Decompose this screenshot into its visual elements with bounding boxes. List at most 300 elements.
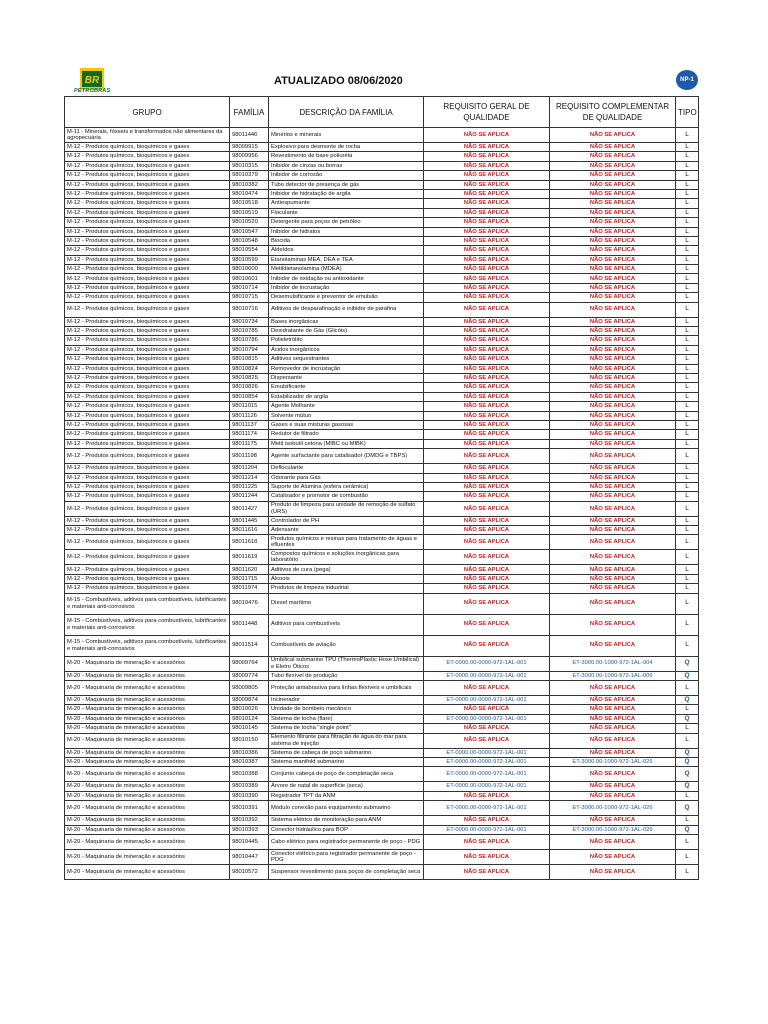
grupo-cell: M-12 - Produtos químicos, bioquímicos e gases [65,283,230,292]
familia-cell: 98011204 [230,464,269,473]
tipo-cell: L [676,574,699,583]
descricao-cell: Detergente para poços de petróleo [269,218,424,227]
grupo-cell: M-12 - Produtos químicos, bioquímicos e gases [65,255,230,264]
requisito-complementar-cell: ET-3000.00-1000-972-1AL-004 [550,656,676,671]
requisito-geral-cell: ET-0000.00-0000-972-1AL-001 [424,714,550,723]
table-row [65,565,699,574]
table-row [65,825,699,834]
requisito-geral-cell: NÃO SE APLICA [424,584,550,593]
familia-cell: 98010815 [230,355,269,364]
requisito-geral-cell: NÃO SE APLICA [424,274,550,283]
grupo-cell: M-20 - Maquinaria de mineração e acessórios [65,791,230,800]
table-row [65,801,699,816]
tipo-cell: L [676,152,699,161]
requisito-complementar-cell: NÃO SE APLICA [550,535,676,550]
requisito-geral-cell: ET-0000.00-0000-972-1AL-001 [424,767,550,782]
requisito-geral-cell: NÃO SE APLICA [424,373,550,382]
familia-cell: 98010476 [230,593,269,614]
requisito-geral-cell: NÃO SE APLICA [424,791,550,800]
requisito-complementar-cell: NÃO SE APLICA [550,383,676,392]
descricao-cell: Removedor de incrustação [269,364,424,373]
table-row [65,189,699,198]
descricao-cell: Umbilical submarino TPU (ThermoPlastic Hose Umbilical) e Eletro Óticos [269,656,424,671]
table-row [65,516,699,525]
descricao-cell: Metildietanolamina (MDEA) [269,265,424,274]
requisito-complementar-cell: NÃO SE APLICA [550,733,676,748]
requisito-geral-cell: NÃO SE APLICA [424,816,550,825]
grupo-cell: M-20 - Maquinaria de mineração e acessórios [65,714,230,723]
descricao-cell: Sistema manifold submarino [269,757,424,766]
descricao-cell: Metil isobutil cetona (MIBC ou MIBK) [269,439,424,448]
familia-cell: 98009774 [230,671,269,680]
tipo-cell: L [676,180,699,189]
col-descricao: DESCRIÇÃO DA FAMÍLIA [269,97,424,128]
familia-cell: 98010445 [230,834,269,849]
descricao-cell: Antiespumante [269,199,424,208]
descricao-cell: Inibidor de oxidação ou antioxidante [269,274,424,283]
requisito-complementar-cell: NÃO SE APLICA [550,255,676,264]
requisito-complementar-cell: NÃO SE APLICA [550,373,676,382]
table-row [65,392,699,401]
requisito-geral-cell: NÃO SE APLICA [424,355,550,364]
tipo-cell: Q [676,767,699,782]
table-row [65,492,699,501]
familia-cell: 98011214 [230,473,269,482]
descricao-cell: Sistema elétrico de monitoração para ANM [269,816,424,825]
table-body [65,128,699,880]
requisito-complementar-cell: NÃO SE APLICA [550,171,676,180]
tipo-cell: L [676,283,699,292]
requisito-complementar-cell: ET-3000.00-1000-972-1AL-026 [550,801,676,816]
requisito-geral-cell: NÃO SE APLICA [424,411,550,420]
requisito-geral-cell: NÃO SE APLICA [424,327,550,336]
descricao-cell: Redutor de filtrado [269,430,424,439]
requisito-geral-cell: ET-0000.00-0000-972-1AL-001 [424,671,550,680]
grupo-cell: M-12 - Produtos químicos, bioquímicos e gases [65,152,230,161]
table-row [65,317,699,326]
familia-cell: 98010390 [230,791,269,800]
descricao-cell: Aditivos de cura (pega) [269,565,424,574]
grupo-cell: M-20 - Maquinaria de mineração e acessórios [65,671,230,680]
grupo-cell: M-12 - Produtos químicos, bioquímicos e gases [65,449,230,464]
familia-cell: 98011448 [230,614,269,635]
requisito-complementar-cell: NÃO SE APLICA [550,345,676,354]
grupo-cell: M-12 - Produtos químicos, bioquímicos e gases [65,189,230,198]
tipo-cell: L [676,705,699,714]
descricao-cell: Diesel marítimo [269,593,424,614]
tipo-cell: L [676,227,699,236]
grupo-cell: M-12 - Produtos químicos, bioquímicos e gases [65,274,230,283]
tipo-cell: L [676,526,699,535]
tipo-cell: L [676,317,699,326]
familia-cell: 98010734 [230,317,269,326]
familia-cell: 98011175 [230,439,269,448]
familia-cell: 98011244 [230,492,269,501]
familia-cell: 98009764 [230,656,269,671]
requisito-complementar-cell: NÃO SE APLICA [550,189,676,198]
requisito-geral-cell: NÃO SE APLICA [424,439,550,448]
descricao-cell: Solvente mútuo [269,411,424,420]
tipo-cell: L [676,327,699,336]
tipo-cell: Q [676,801,699,816]
descricao-cell: Tubo detector de presença de gás [269,180,424,189]
table-row [65,246,699,255]
requisito-geral-cell: NÃO SE APLICA [424,420,550,429]
table-row [65,482,699,491]
requisito-complementar-cell: NÃO SE APLICA [550,439,676,448]
grupo-cell: M-12 - Produtos químicos, bioquímicos e gases [65,535,230,550]
logo-mark: BR [84,75,100,86]
table-row [65,584,699,593]
descricao-cell: Inibidor de hidratação de argila [269,189,424,198]
familia-cell: 98009874 [230,696,269,705]
table-row [65,748,699,757]
tipo-cell: L [676,482,699,491]
table-row [65,171,699,180]
descricao-cell: Produtos químicos e resinas para tratamento de águas e efluentes [269,535,424,550]
requisito-geral-cell: NÃO SE APLICA [424,255,550,264]
requisito-geral-cell: NÃO SE APLICA [424,473,550,482]
requisito-geral-cell: NÃO SE APLICA [424,392,550,401]
familia-cell: 98010387 [230,757,269,766]
col-familia: FAMÍLIA [230,97,269,128]
tipo-cell: L [676,516,699,525]
table-row [65,501,699,516]
descricao-cell: Suporte de Alumina (esfera cerâmica) [269,482,424,491]
np-badge: NP-1 [676,70,698,90]
tipo-cell: L [676,724,699,733]
descricao-cell: Sistema de cabeça de poço submarino [269,748,424,757]
grupo-cell: M-12 - Produtos químicos, bioquímicos e gases [65,550,230,565]
table-row [65,574,699,583]
descricao-cell: Desemulsificante e preventor de emulsão [269,293,424,302]
table-row [65,733,699,748]
tipo-cell: L [676,161,699,170]
descricao-cell: Bases inorgânicas [269,317,424,326]
requisito-complementar-cell: NÃO SE APLICA [550,724,676,733]
grupo-cell: M-12 - Produtos químicos, bioquímicos e gases [65,574,230,583]
familia-cell: 98010854 [230,392,269,401]
descricao-cell: Árvore de natal de superfície (seca) [269,782,424,791]
table-header-row [65,97,699,128]
familia-cell: 98010554 [230,246,269,255]
tipo-cell: L [676,246,699,255]
requisito-complementar-cell: NÃO SE APLICA [550,834,676,849]
grupo-cell: M-12 - Produtos químicos, bioquímicos e gases [65,227,230,236]
grupo-cell: M-20 - Maquinaria de mineração e acessórios [65,816,230,825]
tipo-cell: L [676,383,699,392]
familia-cell: 98010474 [230,189,269,198]
table-row [65,816,699,825]
table-row [65,614,699,635]
grupo-cell: M-12 - Produtos químicos, bioquímicos e gases [65,265,230,274]
table-row [65,218,699,227]
descricao-cell: Compostos químicos e soluções inorgânicas para laboratório [269,550,424,565]
tipo-cell: Q [676,671,699,680]
descricao-cell: Produtos de limpeza industrial [269,584,424,593]
descricao-cell: Gases e suas misturas gasosas [269,420,424,429]
col-requisito-geral: REQUISITO GERAL DE QUALIDADE [424,97,550,128]
requisito-geral-cell: NÃO SE APLICA [424,482,550,491]
requisito-geral-cell: NÃO SE APLICA [424,171,550,180]
grupo-cell: M-12 - Produtos químicos, bioquímicos e gases [65,482,230,491]
familia-cell: 98010388 [230,767,269,782]
requisito-complementar-cell: NÃO SE APLICA [550,482,676,491]
tipo-cell: L [676,302,699,317]
descricao-cell: Inibidor de incrustação [269,283,424,292]
requisito-geral-cell: NÃO SE APLICA [424,501,550,516]
grupo-cell: M-20 - Maquinaria de mineração e acessórios [65,834,230,849]
familia-cell: 98011715 [230,574,269,583]
descricao-cell: Conjunto cabeça de poço de completação seca [269,767,424,782]
requisito-complementar-cell: NÃO SE APLICA [550,705,676,714]
table-row [65,473,699,482]
requisito-complementar-cell: ET-3000.00-1000-972-1AL-026 [550,757,676,766]
table-row [65,430,699,439]
table-row [65,283,699,292]
table-row [65,293,699,302]
requisito-geral-cell: NÃO SE APLICA [424,733,550,748]
grupo-cell: M-12 - Produtos químicos, bioquímicos e gases [65,180,230,189]
requisito-complementar-cell: NÃO SE APLICA [550,293,676,302]
grupo-cell: M-12 - Produtos químicos, bioquímicos e gases [65,584,230,593]
familia-cell: 98010601 [230,274,269,283]
requisito-complementar-cell: NÃO SE APLICA [550,430,676,439]
descricao-cell: Inibidor de hidratos [269,227,424,236]
requisito-complementar-cell: NÃO SE APLICA [550,681,676,696]
descricao-cell: Adensante [269,526,424,535]
grupo-cell: M-12 - Produtos químicos, bioquímicos e gases [65,526,230,535]
families-table [64,96,699,880]
table-row [65,355,699,364]
table-row [65,449,699,464]
requisito-geral-cell: NÃO SE APLICA [424,724,550,733]
tipo-cell: L [676,218,699,227]
tipo-cell: L [676,791,699,800]
grupo-cell: M-12 - Produtos químicos, bioquímicos e gases [65,516,230,525]
requisito-geral-cell: NÃO SE APLICA [424,317,550,326]
descricao-cell: Módulo conexão para equipamento submarino [269,801,424,816]
requisito-geral-cell: NÃO SE APLICA [424,152,550,161]
requisito-complementar-cell: NÃO SE APLICA [550,584,676,593]
grupo-cell: M-12 - Produtos químicos, bioquímicos e gases [65,392,230,401]
requisito-complementar-cell: NÃO SE APLICA [550,574,676,583]
table-row [65,161,699,170]
grupo-cell: M-20 - Maquinaria de mineração e acessórios [65,656,230,671]
grupo-cell: M-12 - Produtos químicos, bioquímicos e gases [65,161,230,170]
requisito-geral-cell: NÃO SE APLICA [424,864,550,879]
grupo-cell: M-12 - Produtos químicos, bioquímicos e gases [65,218,230,227]
tipo-cell: L [676,355,699,364]
grupo-cell: M-12 - Produtos químicos, bioquímicos e gases [65,355,230,364]
table-row [65,302,699,317]
requisito-complementar-cell: NÃO SE APLICA [550,302,676,317]
descricao-cell: Polieletrólito [269,336,424,345]
descricao-cell: Incinerador [269,696,424,705]
tipo-cell: L [676,535,699,550]
familia-cell: 98011198 [230,449,269,464]
grupo-cell: M-20 - Maquinaria de mineração e acessórios [65,782,230,791]
descricao-cell: Inibidor de corrosão [269,171,424,180]
requisito-complementar-cell: NÃO SE APLICA [550,283,676,292]
table-row [65,681,699,696]
descricao-cell: Unidade de bombeio mecânico [269,705,424,714]
table-row [65,550,699,565]
familia-cell: 98010124 [230,714,269,723]
descricao-cell: Sistema de tocha (flare) [269,714,424,723]
requisito-complementar-cell: ET-3000.00-1000-972-1AL-026 [550,825,676,834]
familia-cell: 98010379 [230,171,269,180]
familia-cell: 98011225 [230,482,269,491]
familia-cell: 98011015 [230,402,269,411]
tipo-cell: L [676,265,699,274]
requisito-complementar-cell: ET-3000.00-1000-972-1AL-006 [550,671,676,680]
tipo-cell: Q [676,825,699,834]
familia-cell: 98010785 [230,327,269,336]
familia-cell: 98010599 [230,255,269,264]
grupo-cell: M-12 - Produtos químicos, bioquímicos e gases [65,439,230,448]
table-row [65,336,699,345]
familia-cell: 98011137 [230,420,269,429]
grupo-cell: M-12 - Produtos químicos, bioquímicos e gases [65,336,230,345]
familia-cell: 98010715 [230,293,269,302]
tipo-cell: L [676,345,699,354]
requisito-geral-cell: NÃO SE APLICA [424,227,550,236]
grupo-cell: M-12 - Produtos químicos, bioquímicos e gases [65,246,230,255]
descricao-cell: Aditivos para combustíveis [269,614,424,635]
tipo-cell: L [676,439,699,448]
requisito-complementar-cell: NÃO SE APLICA [550,236,676,245]
familia-cell: 98010716 [230,302,269,317]
requisito-complementar-cell: NÃO SE APLICA [550,816,676,825]
familia-cell: 98009956 [230,152,269,161]
requisito-geral-cell: NÃO SE APLICA [424,849,550,864]
requisito-complementar-cell: NÃO SE APLICA [550,449,676,464]
familia-cell: 98010825 [230,373,269,382]
requisito-geral-cell: NÃO SE APLICA [424,218,550,227]
requisito-geral-cell: NÃO SE APLICA [424,614,550,635]
table-row [65,671,699,680]
requisito-geral-cell: NÃO SE APLICA [424,302,550,317]
table-row [65,345,699,354]
table-row [65,849,699,864]
tipo-cell: L [676,864,699,879]
familia-cell: 98010315 [230,161,269,170]
requisito-complementar-cell: NÃO SE APLICA [550,748,676,757]
requisito-complementar-cell: NÃO SE APLICA [550,767,676,782]
requisito-geral-cell: NÃO SE APLICA [424,208,550,217]
requisito-geral-cell: ET-0000.00-0000-972-1AL-001 [424,757,550,766]
familia-cell: 98010447 [230,849,269,864]
requisito-geral-cell: NÃO SE APLICA [424,383,550,392]
requisito-geral-cell: ET-0000.00-0000-972-1AL-001 [424,782,550,791]
tipo-cell: L [676,492,699,501]
descricao-cell: Emulsificante [269,383,424,392]
requisito-geral-cell: NÃO SE APLICA [424,128,550,143]
descricao-cell: Inibidor de cinzas ou borras [269,161,424,170]
table-row [65,535,699,550]
tipo-cell: L [676,373,699,382]
table-row [65,705,699,714]
descricao-cell: Biocida [269,236,424,245]
grupo-cell: M-12 - Produtos químicos, bioquímicos e gases [65,383,230,392]
descricao-cell: Proteção antiabrasiva para linhas flexíveis e umbilicais [269,681,424,696]
table-row [65,464,699,473]
requisito-geral-cell: NÃO SE APLICA [424,199,550,208]
table-row [65,724,699,733]
col-tipo: TIPO [676,97,699,128]
grupo-cell: M-12 - Produtos químicos, bioquímicos e gases [65,143,230,152]
table-row [65,152,699,161]
requisito-geral-cell: ET-0000.00-0000-972-1AL-001 [424,748,550,757]
requisito-geral-cell: NÃO SE APLICA [424,189,550,198]
requisito-complementar-cell: NÃO SE APLICA [550,420,676,429]
grupo-cell: M-20 - Maquinaria de mineração e acessórios [65,767,230,782]
requisito-geral-cell: NÃO SE APLICA [424,430,550,439]
table-row [65,834,699,849]
familia-cell: 98010572 [230,864,269,879]
requisito-complementar-cell: NÃO SE APLICA [550,317,676,326]
grupo-cell: M-11 - Minerais, fósseis e transformados não alimentares da agropecuária [65,128,230,143]
requisito-complementar-cell: NÃO SE APLICA [550,411,676,420]
tipo-cell: Q [676,714,699,723]
requisito-complementar-cell: NÃO SE APLICA [550,161,676,170]
table-row [65,383,699,392]
familia-cell: 98010518 [230,199,269,208]
descricao-cell: Catalisador e promotor de combustão [269,492,424,501]
table-row [65,373,699,382]
requisito-geral-cell: NÃO SE APLICA [424,161,550,170]
tipo-cell: L [676,565,699,574]
requisito-geral-cell: NÃO SE APLICA [424,180,550,189]
familia-cell: 98010786 [230,336,269,345]
requisito-complementar-cell: NÃO SE APLICA [550,593,676,614]
tipo-cell: L [676,501,699,516]
requisito-geral-cell: NÃO SE APLICA [424,336,550,345]
grupo-cell: M-12 - Produtos químicos, bioquímicos e gases [65,364,230,373]
requisito-geral-cell: NÃO SE APLICA [424,574,550,583]
requisito-geral-cell: NÃO SE APLICA [424,402,550,411]
table-row [65,255,699,264]
requisito-geral-cell: NÃO SE APLICA [424,593,550,614]
col-grupo: GRUPO [65,97,230,128]
grupo-cell: M-15 - Combustíveis, aditivos para combustíveis, lubrificantes e materiais anti-corrosivos [65,635,230,656]
requisito-complementar-cell: NÃO SE APLICA [550,364,676,373]
requisito-geral-cell: NÃO SE APLICA [424,246,550,255]
table-row [65,180,699,189]
grupo-cell: M-12 - Produtos químicos, bioquímicos e gases [65,464,230,473]
grupo-cell: M-20 - Maquinaria de mineração e acessórios [65,748,230,757]
familia-cell: 98010382 [230,180,269,189]
familia-cell: 98010391 [230,801,269,816]
grupo-cell: M-20 - Maquinaria de mineração e acessórios [65,696,230,705]
descricao-cell: Ácidos inorgânicos [269,345,424,354]
familia-cell: 98011619 [230,550,269,565]
familia-cell: 98011445 [230,516,269,525]
requisito-complementar-cell: NÃO SE APLICA [550,791,676,800]
requisito-complementar-cell: NÃO SE APLICA [550,143,676,152]
table-row [65,199,699,208]
grupo-cell: M-20 - Maquinaria de mineração e acessórios [65,864,230,879]
grupo-cell: M-12 - Produtos químicos, bioquímicos e gases [65,411,230,420]
table-row [65,411,699,420]
grupo-cell: M-12 - Produtos químicos, bioquímicos e gases [65,345,230,354]
tipo-cell: L [676,849,699,864]
grupo-cell: M-12 - Produtos químicos, bioquímicos e gases [65,402,230,411]
tipo-cell: L [676,128,699,143]
grupo-cell: M-12 - Produtos químicos, bioquímicos e gases [65,501,230,516]
tipo-cell: L [676,464,699,473]
